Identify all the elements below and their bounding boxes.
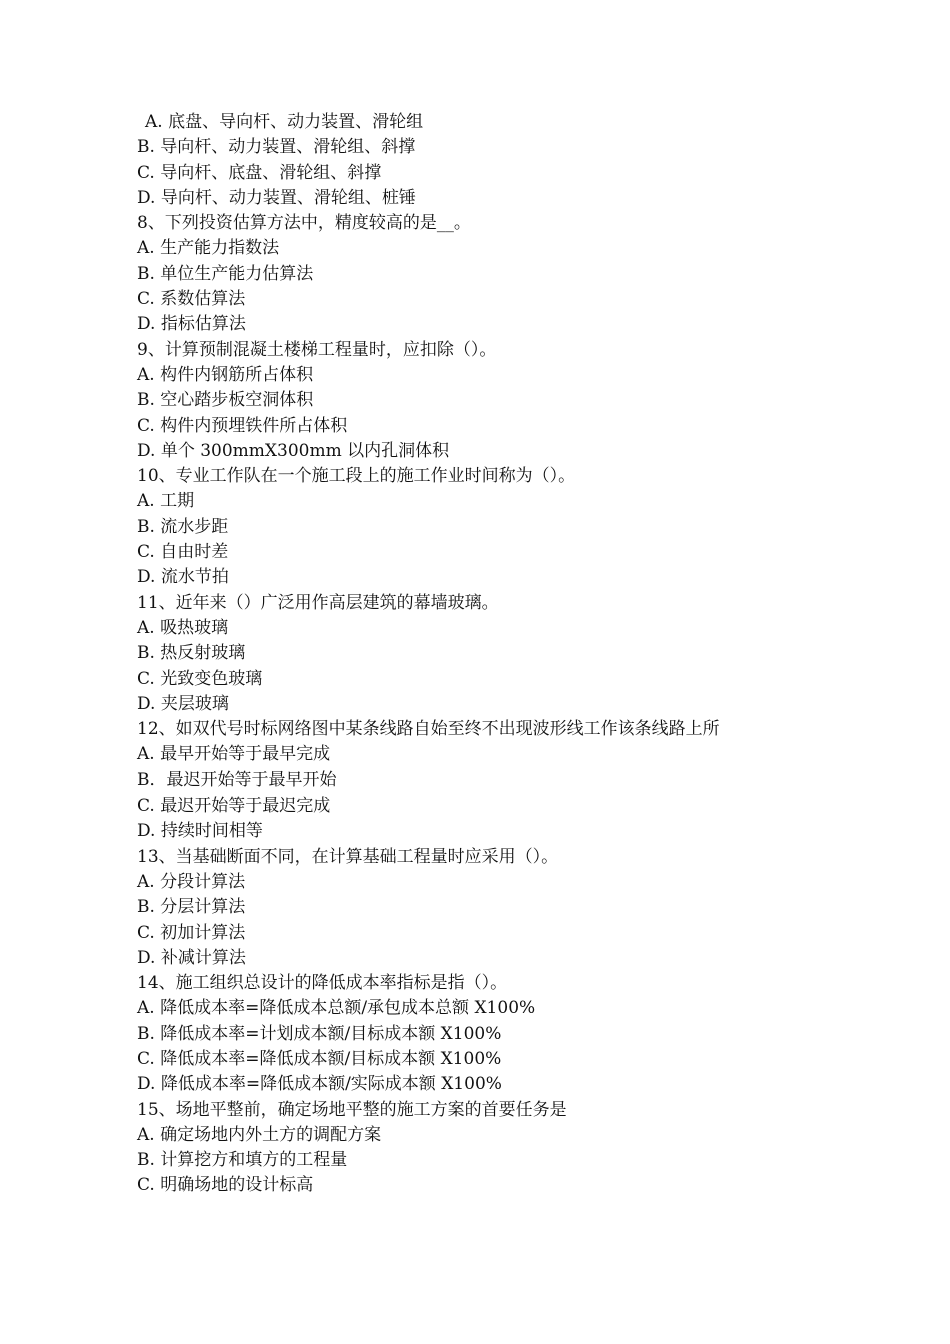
option-line: D. 夹层玻璃 [137, 693, 229, 714]
option-line: B. 热反射玻璃 [137, 643, 246, 664]
question-line: 10、专业工作队在一个施工段上的施工作业时间称为（）。 [137, 466, 576, 487]
question-line: 14、施工组织总设计的降低成本率指标是指（）。 [137, 973, 508, 994]
option-line: B．最迟开始等于最早开始 [137, 769, 337, 790]
option-line: A. 最早开始等于最早完成 [137, 744, 331, 765]
option-line: B. 分层计算法 [137, 897, 246, 918]
option-line: B. 导向杆、动力装置、滑轮组、斜撑 [137, 137, 416, 158]
option-line: D. 降低成本率=降低成本额/实际成本额 X100% [137, 1074, 502, 1095]
option-line: C. 明确场地的设计标高 [137, 1175, 314, 1196]
option-line: B. 计算挖方和填方的工程量 [137, 1150, 348, 1171]
option-line: C. 系数估算法 [137, 289, 246, 310]
option-line: C. 初加计算法 [137, 922, 246, 943]
option-line: B. 空心踏步板空洞体积 [137, 390, 314, 411]
question-line: 11、近年来（）广泛用作高层建筑的幕墙玻璃。 [137, 592, 499, 613]
option-line: D. 持续时间相等 [137, 821, 263, 842]
option-line: A. 分段计算法 [137, 871, 246, 892]
option-line: B. 单位生产能力估算法 [137, 263, 314, 284]
question-line: 15、场地平整前，确定场地平整的施工方案的首要任务是 [137, 1099, 567, 1120]
option-line: D. 单个 300mmX300mm 以内孔洞体积 [137, 440, 450, 461]
question-line: 12、如双代号时标网络图中某条线路自始至终不出现波形线工作该条线路上所 [137, 719, 720, 740]
option-line: A. 吸热玻璃 [137, 617, 229, 638]
option-line: A. 底盘、导向杆、动力装置、滑轮组 [145, 112, 424, 132]
option-line: C. 光致变色玻璃 [137, 668, 263, 689]
option-line: B. 流水步距 [137, 516, 229, 537]
question-line: 9、计算预制混凝土楼梯工程量时，应扣除（）。 [137, 339, 497, 360]
option-line: A. 生产能力指数法 [137, 238, 280, 259]
option-line: A. 工期 [137, 491, 195, 512]
option-line: D. 导向杆、动力装置、滑轮组、桩锤 [137, 187, 416, 208]
option-line: C. 构件内预埋铁件所占体积 [137, 415, 348, 436]
option-line: C. 最迟开始等于最迟完成 [137, 796, 331, 817]
question-line: 8、下列投资估算方法中，精度较高的是__。 [137, 213, 471, 234]
option-line: C. 降低成本率=降低成本额/目标成本额 X100% [137, 1048, 502, 1069]
option-line: A. 构件内钢筋所占体积 [137, 364, 314, 385]
option-line: D. 补减计算法 [137, 947, 246, 968]
option-line: C. 导向杆、底盘、滑轮组、斜撑 [137, 162, 382, 183]
option-line: B. 降低成本率=计划成本额/目标成本额 X100% [137, 1023, 502, 1044]
option-line: A. 降低成本率=降低成本总额/承包成本总额 X100% [137, 998, 536, 1019]
question-line: 13、当基础断面不同，在计算基础工程量时应采用（）。 [137, 846, 559, 867]
option-line: C. 自由时差 [137, 542, 229, 563]
document-page [137, 110, 837, 1199]
option-line: D. 流水节拍 [137, 567, 229, 588]
option-line: A. 确定场地内外土方的调配方案 [137, 1124, 382, 1145]
option-line: D. 指标估算法 [137, 314, 246, 335]
